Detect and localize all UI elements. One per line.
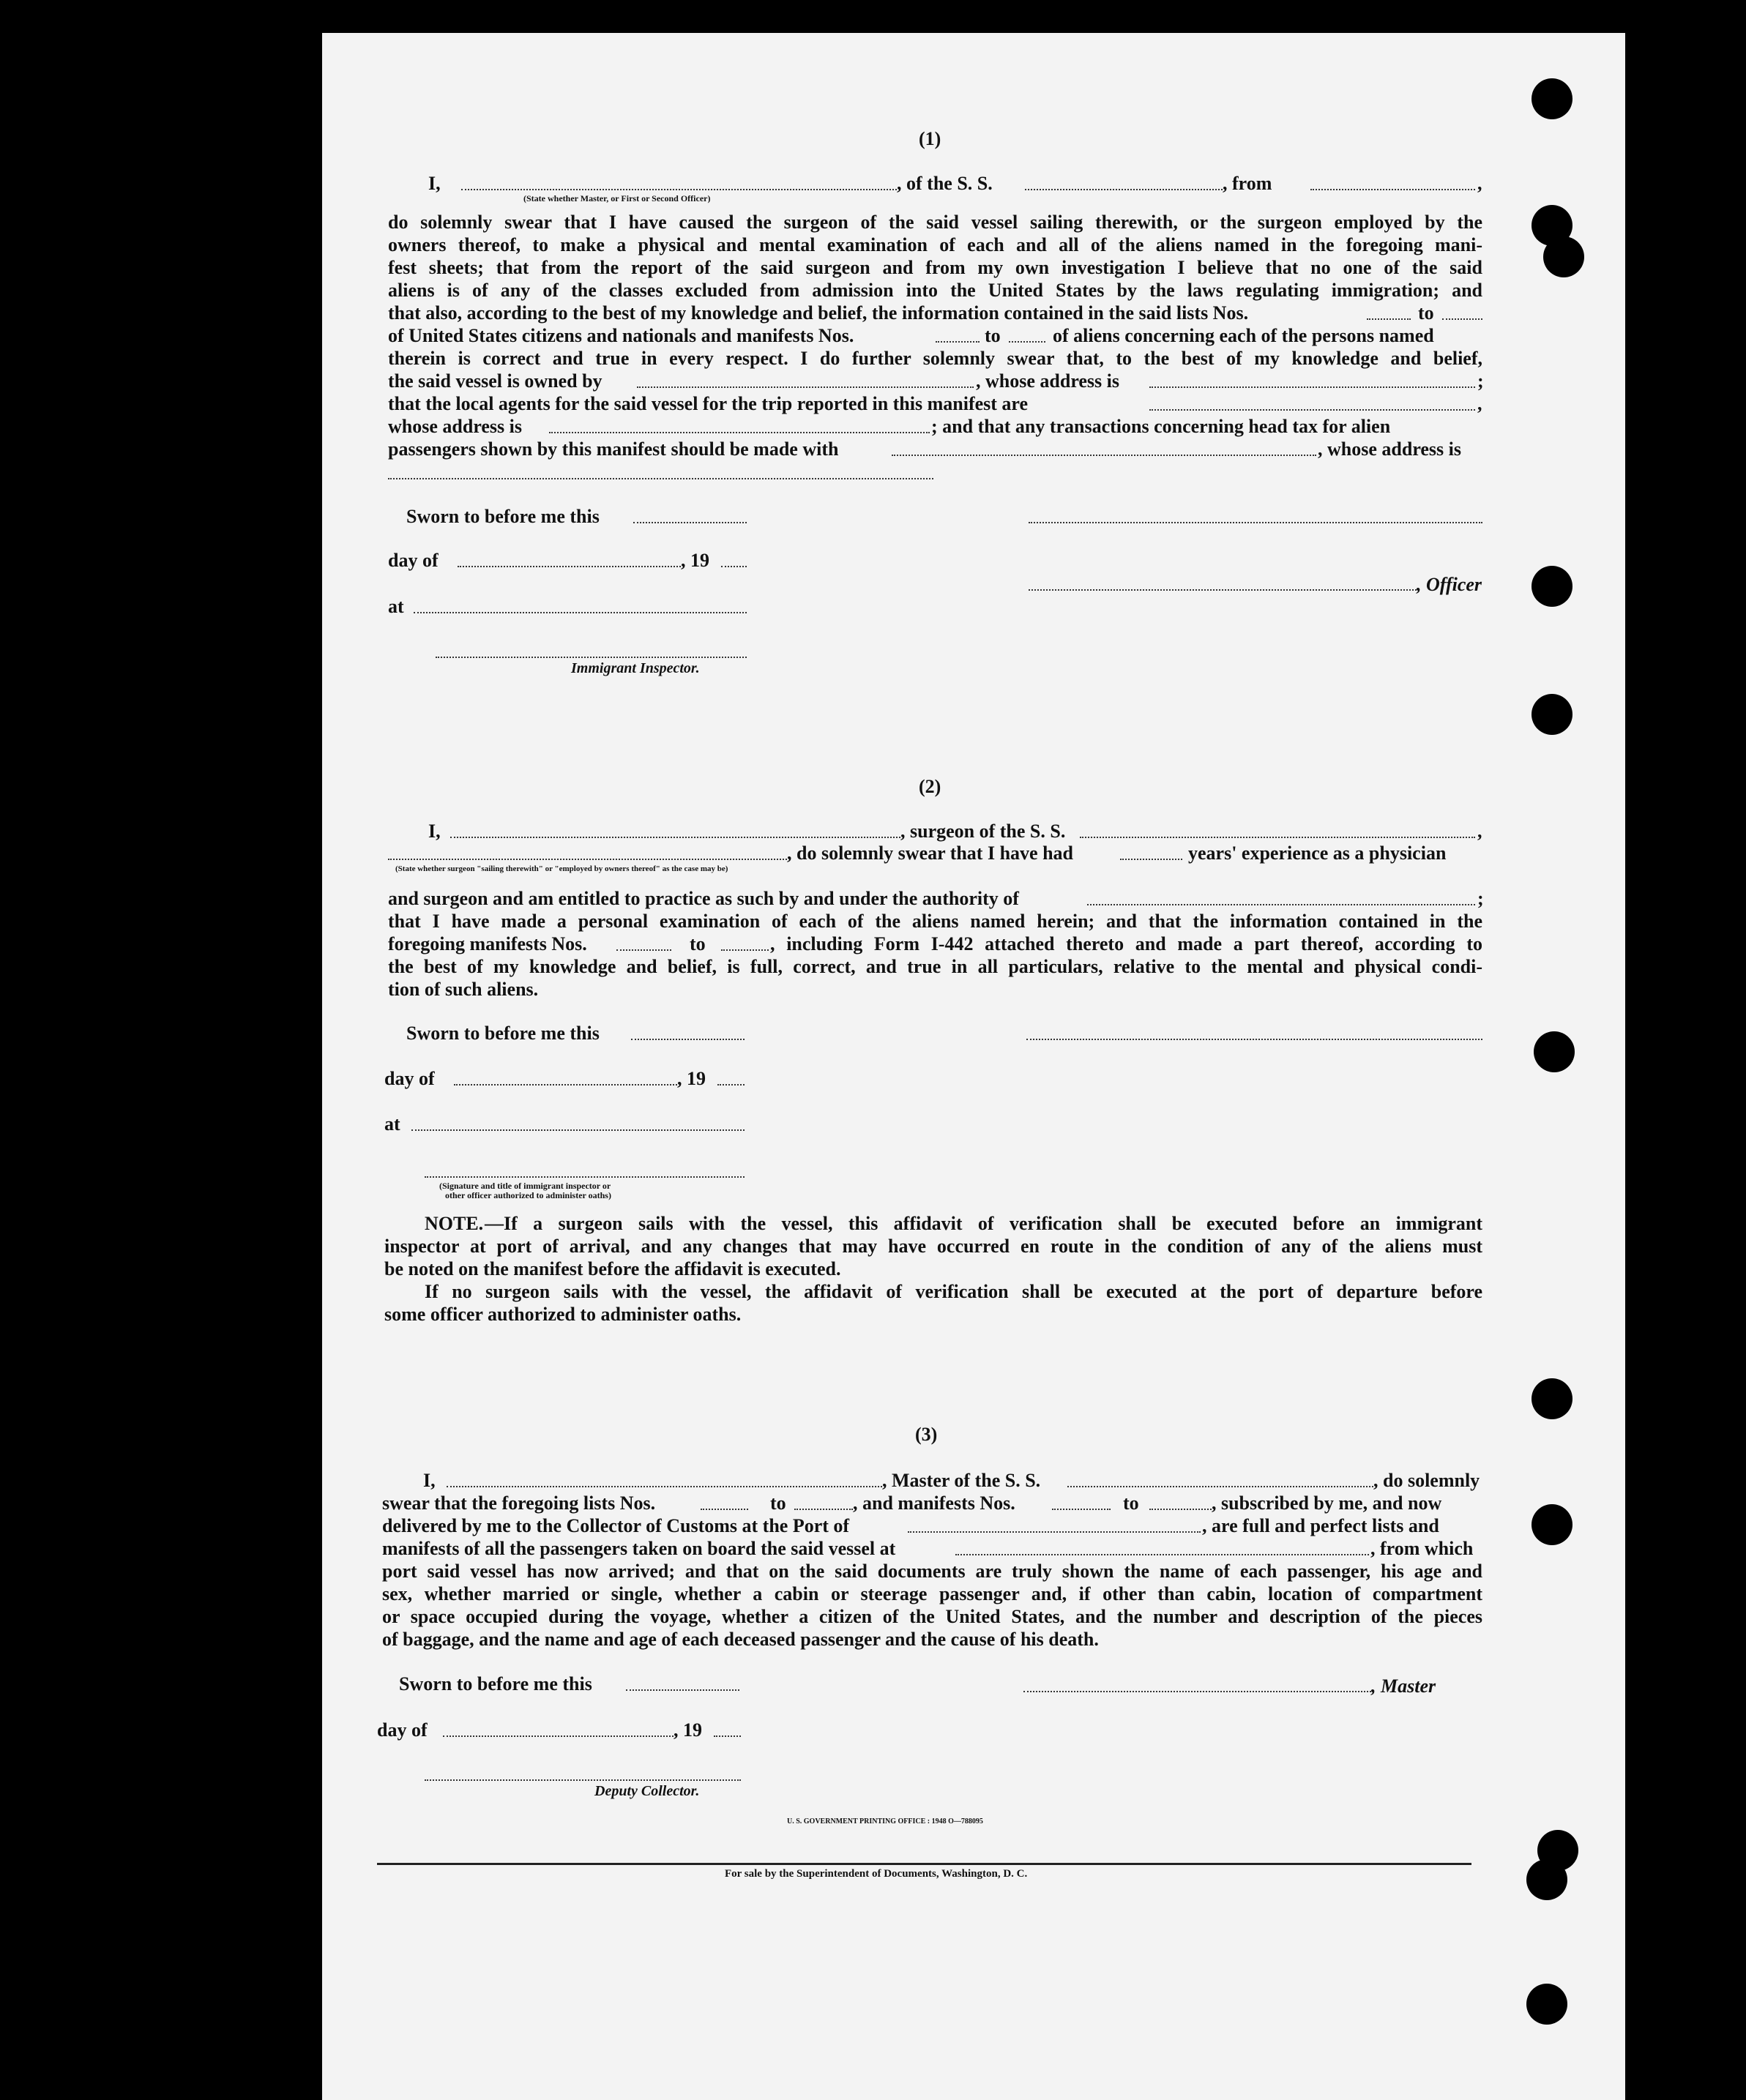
s3-line1-end: , do solemnly — [1373, 1470, 1480, 1491]
s2-manifests-to-field[interactable] — [721, 949, 769, 951]
s2-line2-end: years' experience as a physician — [1188, 842, 1447, 864]
punch-hole — [1532, 1504, 1572, 1545]
s1-officer-note: (State whether Master, or First or Second Officer) — [523, 193, 711, 203]
s1-line1-comma: , — [1477, 173, 1482, 194]
punch-hole — [1543, 236, 1584, 277]
s3-master-label: , Master — [1371, 1675, 1436, 1697]
s3-month-field[interactable] — [443, 1735, 674, 1737]
s1-month-field[interactable] — [458, 566, 681, 567]
s3-line2-to: to — [770, 1492, 786, 1514]
s3-master-field[interactable] — [447, 1486, 882, 1487]
s1-at: at — [388, 596, 404, 617]
s1-text-line: owners thereof, to make a physical and mental examination of each and all of the aliens named in the foregoing mani- — [388, 234, 1482, 255]
s1-text-line: do solemnly swear that I have caused the surgeon of the said vessel sailing therewith, or the surgeon employed by the — [388, 212, 1482, 233]
s1-agents-field[interactable] — [1149, 409, 1475, 411]
s1-line14: whose address is — [388, 416, 523, 437]
s1-line1-i: I, — [428, 173, 441, 194]
s3-lists-from-field[interactable] — [701, 1509, 748, 1510]
s1-line15-end: , whose address is — [1318, 438, 1462, 460]
s1-line10-to: to — [985, 325, 1001, 346]
s1-officer-sign-field[interactable] — [1029, 589, 1417, 591]
s1-line9-to: to — [1418, 302, 1434, 324]
punch-hole — [1526, 1984, 1567, 2025]
s1-owner-address-field[interactable] — [1149, 386, 1475, 388]
s3-year: , 19 — [674, 1719, 702, 1741]
s2-at: at — [384, 1113, 400, 1135]
s3-text-line: port said vessel has now arrived; and that on the said documents are truly shown the name of each passenger, his age and — [382, 1561, 1482, 1582]
s2-year: , 19 — [677, 1068, 706, 1089]
s2-surgeon-field[interactable] — [450, 837, 900, 838]
s2-line1-ss: , surgeon of the S. S. — [900, 821, 1066, 842]
s3-dayof: day of — [377, 1719, 428, 1741]
s2-signature-field[interactable] — [1026, 1039, 1482, 1040]
s2-line5: foregoing manifests Nos. — [388, 933, 587, 954]
s2-sig-note-2: other officer authorized to administer oaths) — [445, 1190, 611, 1200]
s1-officer-field[interactable] — [461, 189, 897, 190]
punch-hole — [1534, 1031, 1575, 1072]
s1-line12-semi: ; — [1477, 370, 1484, 392]
s2-at-field[interactable] — [411, 1129, 745, 1131]
s1-signature-field[interactable] — [1029, 522, 1482, 523]
s1-manifests-to-field[interactable] — [1009, 341, 1045, 343]
s1-line13: that the local agents for the said vessel for the trip reported in this manifest are — [388, 393, 1029, 414]
punch-hole — [1526, 1859, 1567, 1900]
s2-line5-end: , including Form I-442 attached thereto and made a part thereof, according to — [770, 933, 1482, 954]
s3-line2-manifests: , and manifests Nos. — [853, 1492, 1015, 1514]
s1-lists-to-field[interactable] — [1442, 318, 1482, 320]
s1-year: , 19 — [681, 550, 709, 571]
s3-manifests-from-field[interactable] — [1052, 1509, 1111, 1510]
s2-dayof: day of — [384, 1068, 435, 1089]
s1-line13-comma: , — [1477, 393, 1482, 414]
s2-month-field[interactable] — [454, 1084, 677, 1086]
s2-years-field[interactable] — [1120, 859, 1182, 860]
s3-text-line: of baggage, and the name and age of each deceased passenger and the cause of his death. — [382, 1629, 1099, 1650]
s2-sig-note-1: (Signature and title of immigrant inspector or — [439, 1181, 611, 1191]
s2-line1-i: I, — [428, 821, 441, 842]
punch-hole — [1532, 694, 1572, 735]
s1-officer-label: , Officer — [1417, 574, 1482, 595]
s1-owner-field[interactable] — [637, 386, 974, 388]
s3-line1-ss: , Master of the S. S. — [882, 1470, 1041, 1491]
s1-line12-addr: , whose address is — [976, 370, 1120, 392]
s1-at-field[interactable] — [414, 612, 747, 613]
s1-sworn-day-field[interactable] — [633, 522, 747, 523]
s3-line2-end: , subscribed by me, and now — [1212, 1492, 1442, 1514]
s3-sworn-day-field[interactable] — [626, 1689, 739, 1691]
s3-port-field[interactable] — [908, 1531, 1201, 1533]
s1-headtax-address-field[interactable] — [388, 478, 933, 479]
s3-line3-end: , are full and perfect lists and — [1202, 1515, 1439, 1536]
s2-manifests-from-field[interactable] — [616, 949, 671, 951]
s1-text-line: aliens is of any of the classes excluded from admission into the United States by the laws regulating immigration; and — [388, 280, 1482, 301]
s1-line10-end: of aliens concerning each of the persons named — [1053, 325, 1434, 346]
s1-line12: the said vessel is owned by — [388, 370, 602, 392]
s3-lists-to-field[interactable] — [794, 1509, 853, 1510]
s3-ship-field[interactable] — [1067, 1486, 1373, 1487]
s2-text-line: that I have made a personal examination of each of the aliens named herein; and that the information contained in the — [388, 911, 1482, 932]
s1-lists-from-field[interactable] — [1367, 318, 1411, 320]
s2-sailing-field[interactable] — [388, 859, 787, 860]
s2-inspector-sign-field[interactable] — [425, 1176, 745, 1178]
s2-note-line: inspector at port of arrival, and any changes that may have occurred en route in the condition of any of the aliens must — [384, 1236, 1482, 1257]
s1-line10: of United States citizens and nationals and manifests Nos. — [388, 325, 854, 346]
s3-line2: swear that the foregoing lists Nos. — [382, 1492, 656, 1514]
s1-headtax-field[interactable] — [892, 455, 1316, 456]
s1-manifests-from-field[interactable] — [936, 341, 980, 343]
section-3-heading: (3) — [915, 1424, 938, 1445]
sale-notice: For sale by the Superintendent of Documents, Washington, D. C. — [725, 1868, 1028, 1880]
s2-note-line: If no surgeon sails with the vessel, the affidavit of verification shall be executed at the port of departure before — [425, 1281, 1482, 1302]
s1-dayof: day of — [388, 550, 439, 571]
s2-text-line: tion of such aliens. — [388, 979, 539, 1000]
s3-deputy-sign-field[interactable] — [425, 1779, 741, 1781]
s1-line1-from: , from — [1223, 173, 1272, 194]
s2-note-label: NOTE. — [425, 1213, 484, 1234]
s3-boarding-port-field[interactable] — [955, 1554, 1369, 1555]
footer-rule — [377, 1863, 1471, 1865]
s3-line2-to2: to — [1123, 1492, 1139, 1514]
s2-year-field[interactable] — [717, 1084, 745, 1086]
s3-line3: delivered by me to the Collector of Customs at the Port of — [382, 1515, 850, 1536]
s2-line2: , do solemnly swear that I have had — [787, 842, 1074, 864]
s3-sworn: Sworn to before me this — [399, 1673, 592, 1694]
s2-text-line: the best of my knowledge and belief, is full, correct, and true in all particulars, relative to the mental and physical condi- — [388, 956, 1482, 977]
s1-sworn: Sworn to before me this — [406, 506, 600, 527]
s1-text-line: fest sheets; that from the report of the said surgeon and from my own investigation I believe that no one of the said — [388, 257, 1482, 278]
s1-agents-address-field[interactable] — [549, 432, 930, 433]
s2-ship-field[interactable] — [1080, 837, 1475, 838]
punch-hole — [1532, 566, 1572, 607]
s2-note-line: —If a surgeon sails with the vessel, this affidavit of verification shall be executed before an immigrant — [485, 1213, 1482, 1234]
form-sheet — [322, 33, 1625, 2100]
s3-text-line: or space occupied during the voyage, whether a citizen of the United States, and the number and description of the pieces — [382, 1606, 1482, 1627]
s2-sailing-note: (State whether surgeon "sailing therewith" or "employed by owners thereof" as the case may be) — [395, 864, 728, 873]
s3-text-line: sex, whether married or single, whether a cabin or steerage passenger and, if other than cabin, location of compartment — [382, 1583, 1482, 1604]
s1-line1-ss: , of the S. S. — [897, 173, 993, 194]
s2-note-line: some officer authorized to administer oaths. — [384, 1304, 742, 1325]
gpo-imprint: U. S. GOVERNMENT PRINTING OFFICE : 1948 O—788095 — [787, 1817, 983, 1826]
s2-authority-field[interactable] — [1087, 904, 1475, 905]
s1-text-line: therein is correct and true in every respect. I do further solemnly swear that, to the best of my knowledge and belief, — [388, 348, 1482, 369]
s2-line1-comma: , — [1477, 821, 1482, 842]
section-2-heading: (2) — [919, 776, 941, 797]
s2-line5-to: to — [690, 933, 706, 954]
s1-inspector-sign-field[interactable] — [436, 657, 747, 658]
s1-line9: that also, according to the best of my knowledge and belief, the information contained in the said lists Nos. — [388, 302, 1249, 324]
s3-line1-i: I, — [423, 1470, 436, 1491]
s1-line15: passengers shown by this manifest should be made with — [388, 438, 839, 460]
s1-inspector-label: Immigrant Inspector. — [571, 660, 700, 676]
s2-line3: and surgeon and am entitled to practice as such by and under the authority of — [388, 888, 1019, 909]
s1-line14-end: ; and that any transactions concerning head tax for alien — [931, 416, 1391, 437]
s1-ship-field[interactable] — [1025, 189, 1223, 190]
s1-year-field[interactable] — [721, 566, 747, 567]
s1-from-field[interactable] — [1310, 189, 1475, 190]
s2-line3-semi: ; — [1477, 888, 1484, 909]
punch-hole — [1532, 78, 1572, 119]
s3-deputy-label: Deputy Collector. — [594, 1783, 700, 1799]
s2-sworn: Sworn to before me this — [406, 1023, 600, 1044]
s3-manifests-to-field[interactable] — [1149, 1509, 1212, 1510]
s2-note-line: be noted on the manifest before the affidavit is executed. — [384, 1258, 841, 1279]
s3-line4-end: , from which — [1370, 1538, 1474, 1559]
punch-hole — [1532, 1378, 1572, 1419]
section-1-heading: (1) — [919, 128, 941, 149]
s2-sworn-day-field[interactable] — [631, 1039, 745, 1040]
s3-line4: manifests of all the passengers taken on board the said vessel at — [382, 1538, 896, 1559]
s3-year-field[interactable] — [714, 1735, 741, 1737]
s3-master-sign-field[interactable] — [1023, 1691, 1371, 1692]
